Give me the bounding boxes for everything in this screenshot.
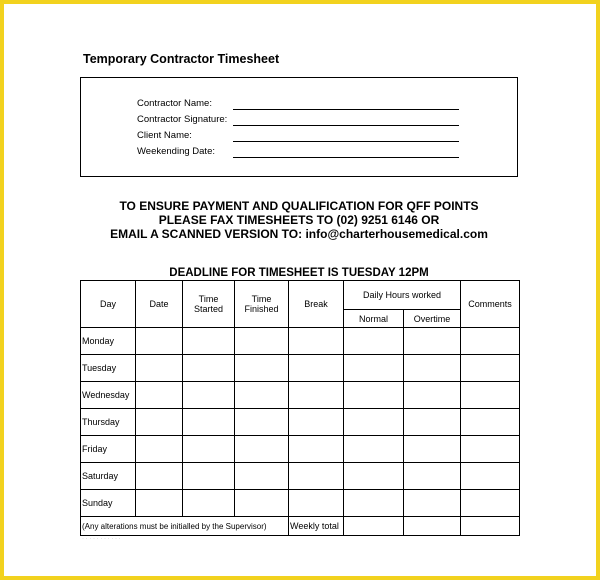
time-started-cell[interactable] xyxy=(183,490,235,517)
time-finished-cell[interactable] xyxy=(235,328,289,355)
break-cell[interactable] xyxy=(289,490,344,517)
time-finished-cell[interactable] xyxy=(235,490,289,517)
table-footer-row xyxy=(81,517,520,536)
normal-hours-cell[interactable] xyxy=(344,382,404,409)
overtime-hours-cell[interactable] xyxy=(404,490,461,517)
overtime-hours-cell[interactable] xyxy=(404,409,461,436)
notice-line-1: TO ENSURE PAYMENT AND QUALIFICATION FOR QFF POINTS xyxy=(119,199,479,213)
date-cell[interactable] xyxy=(136,436,183,463)
normal-hours-cell[interactable] xyxy=(344,436,404,463)
break-cell[interactable] xyxy=(289,436,344,463)
day-label: Friday xyxy=(81,436,136,463)
day-label: Tuesday xyxy=(81,355,136,382)
time-finished-cell[interactable] xyxy=(235,355,289,382)
comments-cell[interactable] xyxy=(461,355,520,382)
header-date: Date xyxy=(136,281,183,328)
day-label: Thursday xyxy=(81,409,136,436)
day-label: Saturday xyxy=(81,463,136,490)
day-label: Wednesday xyxy=(81,382,136,409)
table-row xyxy=(81,490,520,517)
faint-footer-text: · · · · · · · · · · · xyxy=(82,536,121,542)
field-underline xyxy=(233,141,459,142)
overtime-hours-cell[interactable] xyxy=(404,355,461,382)
date-cell[interactable] xyxy=(136,409,183,436)
date-cell[interactable] xyxy=(136,463,183,490)
comments-cell[interactable] xyxy=(461,382,520,409)
table-row xyxy=(81,463,520,490)
time-started-cell[interactable] xyxy=(183,463,235,490)
day-label: Sunday xyxy=(81,490,136,517)
day-label: Monday xyxy=(81,328,136,355)
alterations-note: (Any alterations must be initialled by the Supervisor) xyxy=(81,517,289,536)
break-cell[interactable] xyxy=(289,409,344,436)
field-underline xyxy=(233,125,459,126)
normal-hours-cell[interactable] xyxy=(344,328,404,355)
weekly-total-overtime-cell[interactable] xyxy=(404,517,461,536)
header-break: Break xyxy=(289,281,344,328)
time-started-cell[interactable] xyxy=(183,409,235,436)
date-cell[interactable] xyxy=(136,382,183,409)
time-finished-cell[interactable] xyxy=(235,409,289,436)
date-cell[interactable] xyxy=(136,355,183,382)
comments-cell[interactable] xyxy=(461,490,520,517)
comments-cell[interactable] xyxy=(461,463,520,490)
time-finished-cell[interactable] xyxy=(235,463,289,490)
comments-cell[interactable] xyxy=(461,436,520,463)
field-underline xyxy=(233,109,459,110)
field-label: Contractor Signature: xyxy=(137,114,228,125)
table-row xyxy=(81,355,520,382)
field-label: Client Name: xyxy=(137,130,192,141)
header-overtime: Overtime xyxy=(404,310,461,328)
header-time-started: Time Started xyxy=(183,281,235,328)
break-cell[interactable] xyxy=(289,355,344,382)
time-started-cell[interactable] xyxy=(183,328,235,355)
day-rows xyxy=(81,328,520,517)
header-time-finished: Time Finished xyxy=(235,281,289,328)
table-row xyxy=(81,409,520,436)
notice-line-3: EMAIL A SCANNED VERSION TO: info@charterhousemedical.com xyxy=(110,227,488,241)
comments-cell[interactable] xyxy=(461,409,520,436)
normal-hours-cell[interactable] xyxy=(344,355,404,382)
weekly-total-normal-cell[interactable] xyxy=(344,517,404,536)
table-header-row xyxy=(81,281,520,310)
time-started-cell[interactable] xyxy=(183,436,235,463)
date-cell[interactable] xyxy=(136,328,183,355)
time-started-cell[interactable] xyxy=(183,355,235,382)
deadline-notice: DEADLINE FOR TIMESHEET IS TUESDAY 12PM xyxy=(169,267,429,279)
normal-hours-cell[interactable] xyxy=(344,409,404,436)
field-underline xyxy=(233,157,459,158)
header-day: Day xyxy=(81,281,136,328)
weekly-total-comments-cell[interactable] xyxy=(461,517,520,536)
weekly-total-label: Weekly total xyxy=(289,517,344,536)
overtime-hours-cell[interactable] xyxy=(404,436,461,463)
notice-line-2: PLEASE FAX TIMESHEETS TO (02) 9251 6146 OR xyxy=(158,213,440,227)
table-row xyxy=(81,328,520,355)
overtime-hours-cell[interactable] xyxy=(404,382,461,409)
break-cell[interactable] xyxy=(289,463,344,490)
timesheet-table xyxy=(80,280,520,536)
header-daily-hours: Daily Hours worked xyxy=(344,281,461,310)
time-started-cell[interactable] xyxy=(183,382,235,409)
normal-hours-cell[interactable] xyxy=(344,490,404,517)
break-cell[interactable] xyxy=(289,382,344,409)
overtime-hours-cell[interactable] xyxy=(404,328,461,355)
date-cell[interactable] xyxy=(136,490,183,517)
contractor-info-box xyxy=(80,77,518,177)
normal-hours-cell[interactable] xyxy=(344,463,404,490)
time-finished-cell[interactable] xyxy=(235,436,289,463)
overtime-hours-cell[interactable] xyxy=(404,463,461,490)
time-finished-cell[interactable] xyxy=(235,382,289,409)
field-label: Weekending Date: xyxy=(137,146,215,157)
timesheet-page xyxy=(4,4,596,576)
break-cell[interactable] xyxy=(289,328,344,355)
table-row xyxy=(81,382,520,409)
table-row xyxy=(81,436,520,463)
comments-cell[interactable] xyxy=(461,328,520,355)
header-normal: Normal xyxy=(344,310,404,328)
header-comments: Comments xyxy=(461,281,520,328)
field-label: Contractor Name: xyxy=(137,98,212,109)
document-title: Temporary Contractor Timesheet xyxy=(83,52,280,66)
